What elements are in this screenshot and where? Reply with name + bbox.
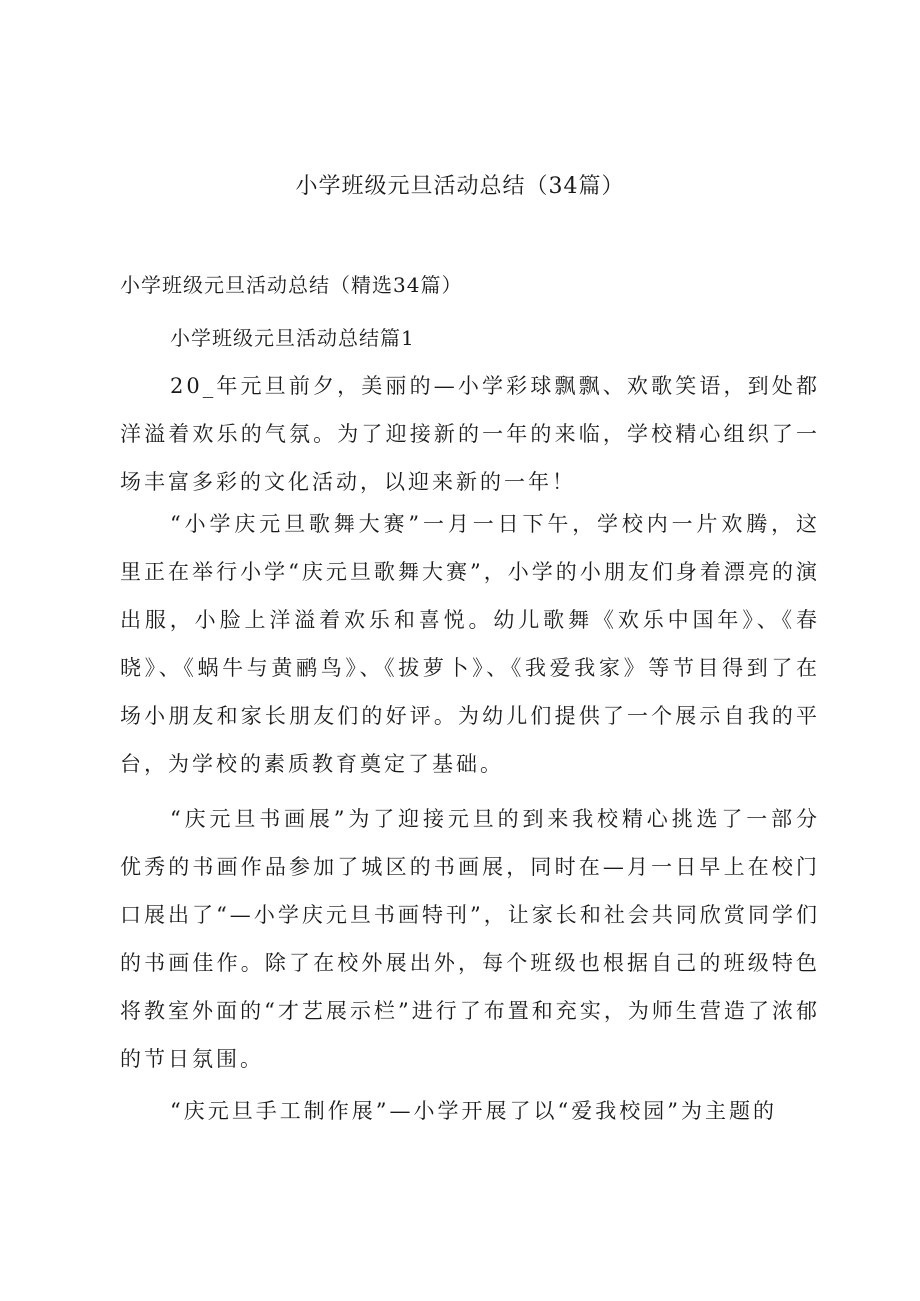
section-heading: 小学班级元旦活动总结篇1: [170, 326, 415, 350]
paragraph-1: 20_年元旦前夕，美丽的—小学彩球飘飘、欢歌笑语，到处都洋溢着欢乐的气氛。为了迎接新的一年的来临，学校精心组织了一场丰富多彩的文化活动，以迎来新的一年！: [120, 374, 820, 494]
paragraph-2: “小学庆元旦歌舞大赛”一月一日下午，学校内一片欢腾，这里正在举行小学“庆元旦歌舞大赛”，小学的小朋友们身着漂亮的演出服，小脸上洋溢着欢乐和喜悦。幼儿歌舞《欢乐中国年》、《春晓》、《蜗牛与黄鹂鸟》、《拔萝卜》、《我爱我家》等节目得到了在场小朋友和家长朋友们的好评。为幼儿们提供了一个展示自我的平台，为学校的素质教育奠定了基础。: [120, 512, 820, 776]
document-title: 小学班级元旦活动总结（34篇）: [295, 174, 625, 199]
paragraph-4: “庆元旦手工制作展”—小学开展了以“爱我校园”为主题的: [170, 1099, 777, 1123]
paragraph-3: “庆元旦书画展”为了迎接元旦的到来我校精心挑选了一部分优秀的书画作品参加了城区的书画展，同时在—月一日早上在校门口展出了“—小学庆元旦书画特刊”，让家长和社会共同欣赏同学们的书画佳作。除了在校外展出外，每个班级也根据自己的班级特色将教室外面的“才艺展示栏”进行了布置和充实，为师生营造了浓郁的节日氛围。: [120, 807, 820, 1071]
document-subtitle: 小学班级元旦活动总结（精选34篇）: [120, 273, 463, 297]
